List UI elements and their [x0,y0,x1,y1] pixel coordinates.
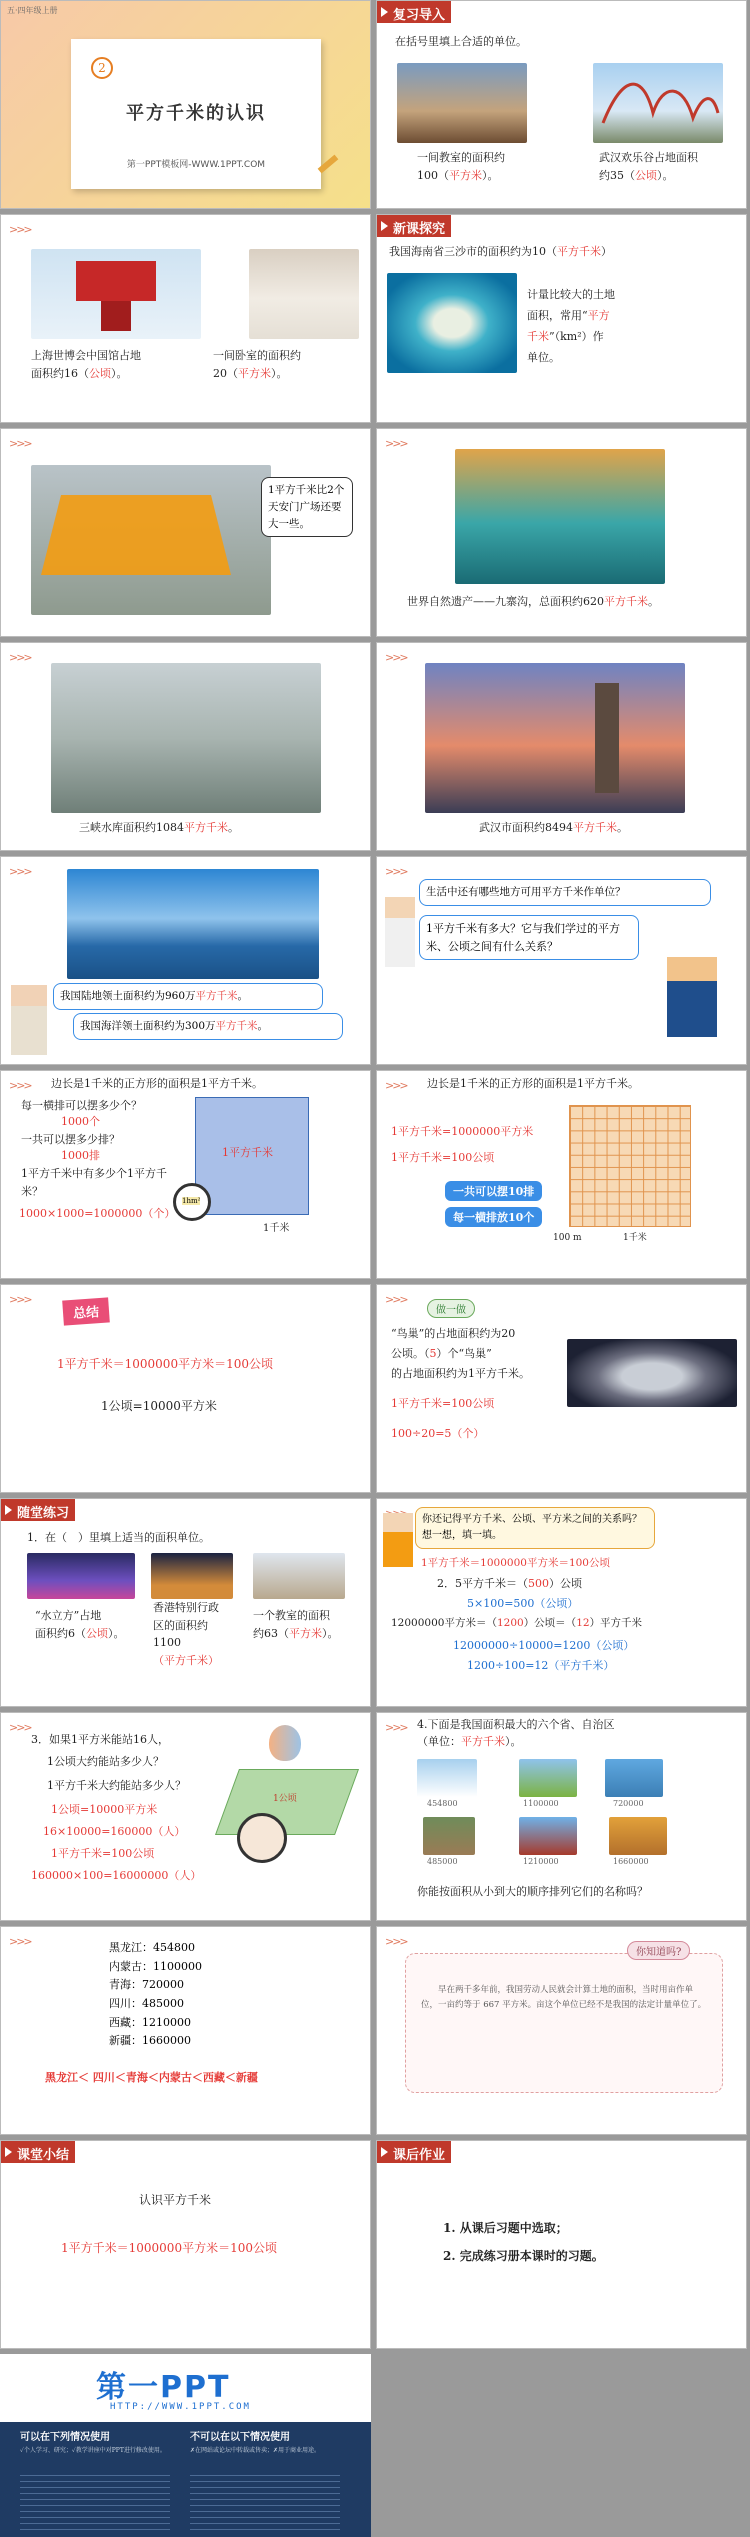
bn-answer: 5 [429,1347,437,1360]
q3-e: ）平方千米 [589,1617,643,1629]
thinking-boy-figure [667,957,717,1037]
slide-three-gorges[interactable] [0,642,371,851]
wuhan-text [479,819,628,837]
links-right [190,2470,340,2530]
slide-review[interactable] [376,0,747,209]
q4-end: ）。 [505,1734,522,1748]
slide-title: 随堂练习 [1,1499,75,1521]
answer-2 [599,149,739,184]
slide-jiuzhaigou[interactable] [376,428,747,637]
slide-cover[interactable] [0,0,371,209]
slide-did-you-know[interactable] [376,1926,747,2135]
slide-square-km[interactable] [0,1070,371,1279]
slide-summary[interactable] [0,1284,371,1493]
val-6: 1660000 [142,2034,191,2048]
eq-1: 1平方千米=1000000平方米 [391,1125,534,1138]
q2-a: 2．5平方千米＝（ [437,1577,528,1590]
province-list [109,1939,202,2051]
slide-title: 新课探究 [377,215,451,237]
pv-text2: 面积约16（ [31,366,89,380]
forbidden-text: ✗在网站或论坛中转载或售卖；✗用于商业用途。 [190,2447,321,2454]
province-photo-1 [417,1759,477,1797]
ld-text: 我国陆地领土面积约为960万 [60,990,196,1002]
q3-eq4: 160000×100=16000000（人） [31,1869,202,1882]
chevrons-icon: >>> [9,651,31,664]
prov-1: 黑龙江： [109,1941,153,1954]
a2-unit: 公顷 [635,168,657,182]
chevrons-icon: >>> [9,1079,31,1092]
chevrons-icon: >>> [385,865,407,878]
chevrons-icon: >>> [385,1935,407,1948]
q4-unit: 平方千米 [461,1734,505,1748]
three-gorges-text [79,819,239,837]
chevrons-icon: >>> [9,1935,31,1948]
water-cube-text [35,1607,125,1642]
ss-unit: 平方千米 [557,245,601,258]
q3-eq3: 1平方千米=100公顷 [51,1847,155,1860]
val-5: 1210000 [142,2015,191,2029]
cover-site: 第一PPT模板网-WWW.1PPT.COM [126,160,266,170]
square-km-diagram [195,1097,309,1215]
square-label: 1平方千米 [222,1146,273,1159]
balloon-icon [269,1725,301,1761]
bubble-land [53,983,323,1010]
bn-line1: “鸟巢”的占地面积约为20 [391,1327,516,1340]
three-gorges-photo [51,663,321,813]
hint-bubble: 你还记得平方千米、公顷、平方米之间的关系吗？想一想，填一填。 [415,1507,655,1549]
slide-tiananmen[interactable] [0,428,371,637]
links-left [20,2470,170,2530]
bn-line3: 的占地面积约为1平方千米。 [391,1367,530,1380]
a2-text: 武汉欢乐谷占地面积 [599,151,698,164]
slide-pavilion[interactable] [0,214,371,423]
jiuzhaigou-text [407,593,659,611]
summary-tag: 总结 [62,1297,110,1325]
slide-exercise-4[interactable] [376,1712,747,1921]
cover-number: 2 [91,57,113,79]
q4-b: （单位： [417,1734,461,1748]
brand-url[interactable]: HTTP://WWW.1PPT.COM [110,2402,251,2412]
hk-c: 1100 [153,1636,181,1650]
header-line: 边长是1千米的正方形的面积是1平方千米。 [427,1077,639,1090]
q3-line2: 1公顷大约能站多少人？ [47,1755,164,1768]
bubble-sea [73,1013,343,1040]
bedroom-photo [249,249,359,339]
question-1: 生活中还有哪些地方可用平方千米作单位？ [419,879,711,906]
a1-text: 一间教室的面积约 [417,151,505,164]
pv-text: 上海世博会中国馆占地 [31,349,141,362]
summary-eq-2: 1公顷=10000平方米 [101,1399,217,1413]
q4-question: 你能按面积从小到大的顺序排列它们的名称吗？ [417,1885,648,1898]
jiuzhaigou-photo [455,449,665,584]
hongkong-photo [151,1553,233,1599]
summary-formula: 1平方千米＝1000000平方米＝100公顷 [61,2241,277,2255]
wh-end: 。 [617,821,628,834]
q2-calc: 5×100=500（公顷） [467,1597,579,1610]
prov-4: 四川： [109,1997,142,2011]
tg-end: 。 [228,821,239,834]
province-photo-3 [605,1759,663,1797]
answer-1 [417,149,547,184]
ex-question: 1．在（ ）里填上适当的面积单位。 [27,1531,210,1544]
ss-text: 我国海南省三沙市的面积约为10（ [389,245,557,258]
question: 在括号里填上合适的单位。 [395,35,527,48]
q3-ans2: 12 [576,1617,590,1629]
side-label: 1千米 [263,1223,290,1234]
ex-2: 面积，常用“ [527,308,588,322]
chevrons-icon: >>> [385,1293,407,1306]
china-pavilion-photo [31,249,201,339]
sansha-line [389,243,612,261]
q3-a: 12000000平方米＝（ [391,1617,497,1629]
area-label-5: 1210000 [523,1857,559,1866]
ss-end: ） [601,245,612,258]
pv-end: ）。 [111,366,128,380]
val-2: 1100000 [153,1959,202,1973]
brand-logo: 第一PPT [96,2370,231,2405]
chevrons-icon: >>> [385,1079,407,1092]
q-row: 每一横排可以摆多少个？ [21,1099,142,1112]
wc-a: “水立方”占地 [35,1609,102,1622]
jz-unit: 平方千米 [604,595,648,608]
province-photo-2 [519,1759,577,1797]
rollercoaster-track [593,63,723,143]
student-figure-left [385,897,415,967]
allowed-text: ✓个人学习、研究；✓教学讲座中对PPT进行修改使用。 [20,2447,166,2454]
row-3 [109,1976,202,1995]
student-figure [383,1513,413,1567]
bn-2a: 公顷。（ [391,1347,430,1360]
label-1km: 1千米 [623,1233,647,1243]
tg-unit: 平方千米 [184,821,228,834]
wh-unit: 平方千米 [573,821,617,834]
slide-title: 复习导入 [377,1,451,23]
q3-eq1: 1公顷=10000平方米 [51,1803,158,1816]
slide-brand-footer[interactable] [0,2354,371,2537]
a1-unit: 平方米 [449,168,482,182]
a2-text2: 约35（ [599,168,635,182]
homework-2: 2. 完成练习册本课时的习题。 [443,2249,604,2263]
bn-division: 100÷20=5（个） [391,1427,485,1440]
slide-wuhan[interactable] [376,642,747,851]
chevrons-icon: >>> [9,1721,31,1734]
slide-questions[interactable] [376,856,747,1065]
bn-2c: ）个“鸟巢” [436,1347,492,1360]
q2-answer: 500 [528,1577,549,1590]
fact-tag: 你知道吗? [627,1941,690,1960]
square-highlight [31,465,271,615]
ex-3: ”（km²）作 [549,329,604,343]
slide-grid[interactable] [376,1070,747,1279]
bd-text2: 20（ [213,366,238,380]
q2-c: ）公顷 [549,1577,582,1590]
wc-end: ）。 [108,1626,125,1640]
hectare-label: 1公顷 [273,1794,297,1804]
rollercoaster-photo [593,63,723,143]
area-label-2: 1100000 [523,1799,559,1808]
sa-end: 。 [257,1020,269,1032]
jz-text: 世界自然遗产——九寨沟，总面积约620 [407,595,604,608]
label-100m: 100 m [553,1233,582,1243]
question-2: 1平方千米有多大？它与我们学过的平方米、公顷之间有什么关系？ [419,915,639,960]
slide-answer-list[interactable] [0,1926,371,2135]
classroom-text [253,1607,339,1642]
a1-end: ）。 [482,168,499,182]
ld-end: 。 [237,990,249,1002]
province-photo-5 [519,1817,577,1855]
cr-end: ）。 [322,1626,339,1640]
q3-eq2: 16×10000=160000（人） [43,1825,186,1838]
prov-5: 西藏： [109,2015,142,2029]
prov-2: 内蒙古： [109,1959,153,1973]
sa-text: 我国海洋领土面积约为300万 [80,1020,216,1032]
chevrons-icon: >>> [9,865,31,878]
bd-end: ）。 [271,366,288,380]
row-6 [109,2032,202,2051]
wh-text: 武汉市面积约8494 [479,821,573,834]
bd-text: 一间卧室的面积约 [213,349,301,362]
val-4: 485000 [142,1997,184,2011]
ld-unit: 平方千米 [195,990,238,1002]
prov-3: 青海： [109,1978,142,1992]
classroom-photo [397,63,527,143]
province-photo-6 [609,1817,667,1855]
cr-a: 一个教室的面积 [253,1609,330,1622]
q-count: 1平方千米中有多少个1平方千米？ [21,1167,167,1198]
homework-1: 1. 从课后习题中选取； [443,2221,568,2235]
pavilion-text [31,347,141,382]
hk-a: 香港特别行政 [153,1601,219,1614]
val-1: 454800 [153,1941,195,1954]
a1-text2: 100（ [417,168,449,182]
slide-title: 课后作业 [377,2141,451,2163]
forbidden-heading: 不可以在以下情况使用 [190,2432,290,2443]
cover-title: 平方千米的认识 [126,103,266,124]
practice-tag: 做一做 [427,1299,475,1318]
area-label-1: 454800 [427,1799,458,1808]
q3-line1: 3．如果1平方米能站16人， [31,1733,169,1746]
a-rows: 1000排 [61,1149,100,1162]
prov-6: 新疆： [109,2034,142,2048]
slide-title: 课堂小结 [1,2141,75,2163]
a2-end: ）。 [657,168,674,182]
q3-calc2: 1200÷100=12（平方千米） [467,1659,615,1672]
chevrons-icon: >>> [385,437,407,450]
row-1 [109,1939,202,1958]
chevrons-icon: >>> [9,223,31,236]
wc-b: 面积约6（ [35,1626,86,1640]
grid-diagram [569,1105,691,1227]
q3-calc1: 12000000÷10000=1200（公顷） [453,1639,635,1652]
q3-line3: 1平方千米大约能站多少人？ [47,1779,186,1792]
chevrons-icon: >>> [385,651,407,664]
wc-unit: 公顷 [86,1626,108,1640]
speech-bubble: 1平方千米比2个天安门广场还要大一些。 [261,477,353,537]
province-photo-4 [423,1817,475,1855]
header-line: 边长是1千米的正方形的面积是1平方千米。 [51,1077,263,1090]
cover-top-label: 五·四年级上册 [7,6,58,15]
slide-class-summary[interactable] [0,2140,371,2349]
chevrons-icon: >>> [9,1293,31,1306]
hk-unit: （平方千米） [153,1653,219,1667]
slide-birdnest[interactable] [376,1284,747,1493]
ex-4: 单位。 [527,350,560,364]
unit-explanation [527,285,615,369]
bedroom-text [213,347,301,382]
cr-unit: 平方米 [289,1626,322,1640]
jz-end: 。 [648,595,659,608]
fact-text: 早在两千多年前，我国劳动人民就会计算土地的面积，当时用亩作单位，一亩约等于 667 平方米。亩这个单位已经不是我国的法定计量单位了。 [421,1985,707,2011]
area-label-4: 485000 [427,1857,458,1866]
bn-eq: 1平方千米=100公顷 [391,1397,495,1410]
water-cube-photo [27,1553,135,1599]
sky-sea-photo [67,869,319,979]
count-equation: 1000×1000=1000000（个） [19,1207,176,1220]
pv-unit: 公顷 [89,366,111,380]
per-row-badge: 每一横排放10个 [445,1207,542,1227]
q3-line [391,1615,642,1632]
ex-1: 计量比较大的土地 [527,288,615,301]
ex-2u: 平方 [587,308,610,322]
slide-new-lesson[interactable] [376,214,747,423]
ex-3u: 千米 [527,329,549,343]
slide-exercise-3[interactable] [0,1712,371,1921]
summary-eq-1: 1平方千米＝1000000平方米＝100公顷 [57,1357,273,1371]
sa-unit: 平方千米 [215,1020,258,1032]
sorted-answer: 黑龙江＜ 四川＜青海＜内蒙古＜西藏＜新疆 [45,2071,258,2084]
slide-exercise-1[interactable] [0,1498,371,1707]
bn-line2 [391,1345,492,1363]
classroom-photo [253,1553,345,1599]
q-rows: 一共可以摆多少排？ [21,1133,120,1146]
island-photo [387,273,517,373]
rows-badge: 一共可以摆10排 [445,1181,542,1201]
cover-card [71,39,321,189]
chevrons-icon: >>> [9,437,31,450]
chevrons-icon: >>> [385,1721,407,1734]
row-2 [109,1958,202,1977]
q4-a: 4.下面是我国面积最大的六个省、自治区 [417,1718,615,1731]
q2-line [437,1575,582,1593]
slide-territory[interactable] [0,856,371,1065]
wuhan-photo [425,663,685,813]
q3-c: ）公顷＝（ [523,1617,577,1629]
area-label-6: 1660000 [613,1857,649,1866]
row-5 [109,2014,202,2033]
slide-exercise-2[interactable] [376,1498,747,1707]
birdnest-photo [567,1339,737,1407]
hm-label: 1hm² [182,1197,201,1205]
relation-eq: 1平方千米＝1000000平方米＝100公顷 [421,1557,610,1569]
hk-b: 区的面积约 [153,1618,208,1632]
fact-box [405,1953,723,2093]
q3-ans1: 1200 [496,1617,524,1629]
val-3: 720000 [142,1978,184,1992]
tiananmen-photo [31,465,271,615]
summary-topic: 认识平方千米 [139,2193,212,2207]
slide-homework[interactable] [376,2140,747,2349]
area-label-3: 720000 [613,1799,644,1808]
magnifier-icon [173,1183,211,1221]
row-4 [109,1995,202,2014]
bd-unit: 平方米 [238,366,271,380]
a-row: 1000个 [61,1115,100,1128]
q4-line [417,1717,615,1750]
teacher-figure [11,985,47,1055]
magnifier-icon [237,1813,287,1863]
eq-2: 1平方千米=100公顷 [391,1151,495,1164]
tg-text: 三峡水库面积约1084 [79,821,184,834]
hongkong-text [153,1599,219,1669]
allowed-heading: 可以在下列情况使用 [20,2432,110,2443]
cr-b: 约63（ [253,1626,289,1640]
license-panel [0,2422,371,2537]
